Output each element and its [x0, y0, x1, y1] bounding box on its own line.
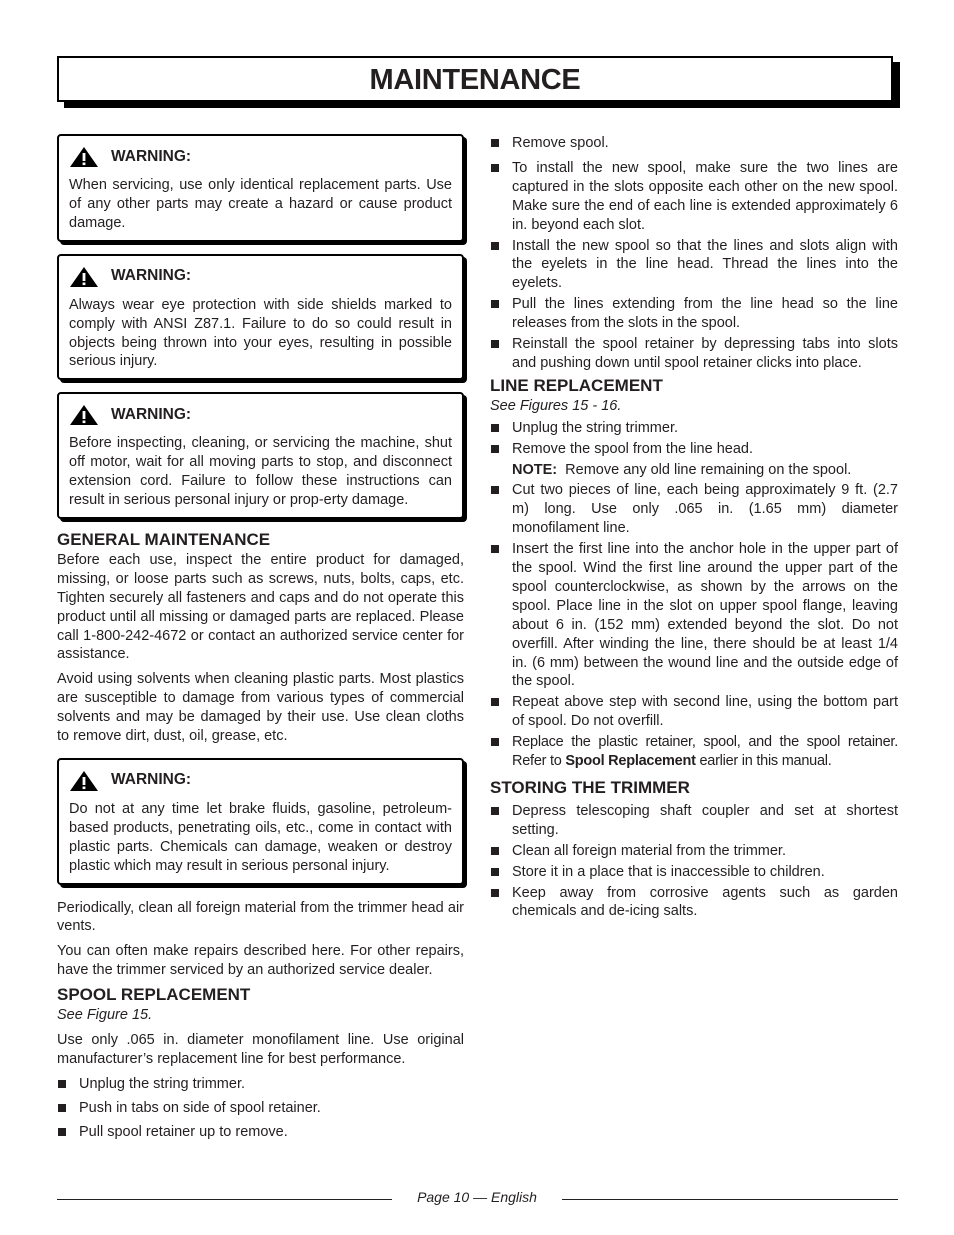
line-steps-list — [490, 419, 898, 459]
warning-text: Before inspecting, cleaning, or servicing the machine, shut off motor, wait for all moving parts to stop, and disconnect extension cord. Failure to follow these instructions can result in serious personal injury or prop-erty damage. — [69, 435, 452, 509]
warning-box — [57, 134, 464, 242]
list-item: Pull spool retainer up to remove. — [57, 1123, 464, 1142]
warning-header — [69, 404, 452, 426]
warning-label: WARNING: — [111, 405, 192, 423]
paragraph: Periodically, clean all foreign material from the trimmer head air vents. — [57, 899, 464, 935]
note: NOTE: Remove any old line remaining on the spool. — [512, 461, 852, 478]
right-column — [490, 134, 898, 923]
bullet-square-icon — [491, 868, 499, 876]
section-heading-line-replacement: LINE REPLACEMENT — [490, 375, 663, 395]
bullet-square-icon — [491, 424, 499, 432]
bullet-square-icon — [491, 545, 499, 553]
bullet-square-icon — [491, 445, 499, 453]
section-heading-storing-the-trimmer: STORING THE TRIMMER — [490, 778, 690, 797]
warning-box — [57, 758, 464, 885]
paragraph: Before each use, inspect the entire product for damaged, missing, or loose parts such as screws, nuts, bolts, caps, etc. Tighten securely all fasteners and caps and do not operate this product until all missing or damaged parts are replaced. Please call 1-800-242-4672 or contact an authorized service center for assistance. — [57, 551, 464, 663]
bullet-square-icon — [491, 889, 499, 897]
list-item: To install the new spool, make sure the two lines are captured in the slots opposite each other on the new spool. Make sure the end of each line is extended approximately 6 in. beyond each slot. — [490, 159, 898, 235]
warning-triangle-icon — [69, 404, 99, 426]
list-item: Insert the first line into the anchor hole in the upper part of the spool. Wind the first line around the upper part of the spool counterclockwise, as shown by the arrows on the spool. Place line in the slot on upper spool flange, leaving about 6 in. (152 mm) extended beyond the slot. Do not overfill. After winding the line, there should be at least 1/4 in. (6 mm) between the wound line and the outside edge of the spool. — [490, 540, 898, 691]
warning-header — [69, 770, 452, 792]
list-item: Keep away from corrosive agents such as garden chemicals and de-icing salts. — [490, 884, 898, 922]
list-item: Depress telescoping shaft coupler and set at shortest setting. — [490, 802, 898, 840]
list-item: Reinstall the spool retainer by depressing tabs into slots and pushing down until spool retainer clicks into place. — [490, 335, 898, 373]
warning-triangle-icon — [69, 770, 99, 792]
section-heading-general-maintenance: GENERAL MAINTENANCE — [57, 529, 271, 549]
bullet-square-icon — [491, 139, 499, 147]
warning-box — [57, 392, 464, 519]
note-label: NOTE: — [512, 461, 558, 478]
bullet-square-icon — [491, 698, 499, 706]
bullet-square-icon — [491, 300, 499, 308]
list-item: Remove spool. — [490, 134, 898, 153]
spool-steps-list — [57, 1075, 464, 1142]
section-heading-spool-replacement: SPOOL REPLACEMENT — [57, 985, 251, 1005]
list-item: Clean all foreign material from the trimmer. — [490, 842, 898, 861]
warning-box — [57, 254, 464, 381]
bullet-square-icon — [58, 1128, 66, 1136]
spool-steps-list-continued — [490, 134, 898, 373]
figure-reference: See Figures 15 - 16. — [490, 397, 622, 414]
bullet-square-icon — [58, 1104, 66, 1112]
warning-label: WARNING: — [111, 771, 192, 789]
warning-text: Do not at any time let brake fluids, gasoline, petroleum-based products, penetrating oils, etc., come in contact with plastic parts. Chemicals can damage, weaken or destroy plastic which may result in serious personal injury. — [69, 800, 452, 874]
line-steps-list-continued — [490, 481, 898, 771]
bullet-square-icon — [491, 486, 499, 494]
warning-header — [69, 266, 452, 288]
bullet-square-icon — [491, 847, 499, 855]
list-item: Repeat above step with second line, using the bottom part of spool. Do not overfill. — [490, 693, 898, 731]
warning-label: WARNING: — [111, 147, 192, 165]
bullet-square-icon — [58, 1080, 66, 1088]
list-item: Remove the spool from the line head. — [490, 440, 898, 459]
list-item: Unplug the string trimmer. — [490, 419, 898, 438]
paragraph: You can often make repairs described here. For other repairs, have the trimmer serviced by an authorized service dealer. — [57, 943, 464, 979]
left-column — [57, 134, 464, 1147]
paragraph: Use only .065 in. diameter monofilament line. Use original manufacturer’s replacement line for best performance. — [57, 1032, 464, 1067]
warning-triangle-icon — [69, 146, 99, 168]
storing-steps-list — [490, 802, 898, 921]
paragraph: Avoid using solvents when cleaning plastic parts. Most plastics are susceptible to damage from various types of commercial solvents and may be damaged by their use. Use clean cloths to remove dirt, dust, oil, grease, etc. — [57, 671, 464, 745]
bullet-square-icon — [491, 340, 499, 348]
bullet-square-icon — [491, 242, 499, 250]
list-item: Pull the lines extending from the line head so the line releases from the slots in the spool. — [490, 295, 898, 333]
title-banner — [57, 56, 893, 102]
warning-triangle-icon — [69, 266, 99, 288]
list-item: Install the new spool so that the lines and slots align with the eyelets in the line head. Thread the lines into the eyelets. — [490, 237, 898, 294]
page-title: MAINTENANCE — [369, 64, 581, 96]
figure-reference: See Figure 15. — [57, 1007, 153, 1024]
warning-header — [69, 146, 452, 168]
warning-text: When servicing, use only identical replacement parts. Use of any other parts may create a hazard or cause product damage. — [69, 177, 452, 231]
warning-label: WARNING: — [111, 267, 192, 285]
list-item: Store it in a place that is inaccessible to children. — [490, 863, 898, 882]
bullet-square-icon — [491, 164, 499, 172]
page-footer: Page 10 — English — [417, 1189, 537, 1205]
list-item: Push in tabs on side of spool retainer. — [57, 1099, 464, 1118]
warning-text: Always wear eye protection with side shields marked to comply with ANSI Z87.1. Failure to do so could result in objects being thrown into your eyes, resulting in possible serious injury. — [69, 296, 452, 370]
bullet-square-icon — [491, 807, 499, 815]
list-item: Replace the plastic retainer, spool, and the spool retainer. Refer to Spool Replacement earlier in this manual. — [490, 733, 898, 771]
list-item: Cut two pieces of line, each being approximately 9 ft. (2.7 m) long. Use only .065 in. (1.65 mm) diameter monofilament line. — [490, 481, 898, 538]
bullet-square-icon — [491, 738, 499, 746]
list-item: Unplug the string trimmer. — [57, 1075, 464, 1094]
